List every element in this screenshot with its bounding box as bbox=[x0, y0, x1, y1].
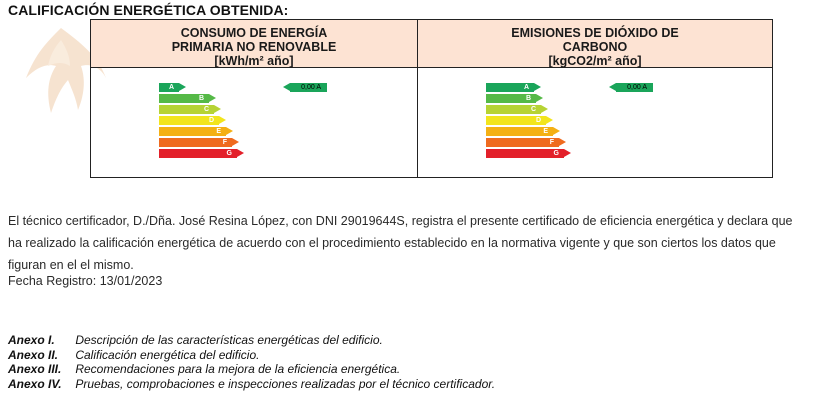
annex-label: Anexo III. bbox=[8, 362, 62, 376]
co2-rating-indicator: 0,00 A bbox=[616, 83, 653, 92]
column-title-line1: EMISIONES DE DIÓXIDO DE bbox=[511, 26, 679, 40]
scale-bar-e: E bbox=[486, 127, 553, 136]
annex-text: Pruebas, comprobaciones e inspecciones realizadas por el técnico certificador. bbox=[75, 376, 496, 391]
annex-label: Anexo II. bbox=[8, 347, 59, 362]
rating-table bbox=[90, 19, 773, 178]
scale-bar-c: C bbox=[159, 105, 214, 114]
column-header bbox=[91, 20, 417, 68]
scale-bar-a: A bbox=[486, 83, 534, 92]
annex-text: Recomendaciones para la mejora de la eficiencia energética. bbox=[75, 362, 401, 376]
co2-scale bbox=[486, 83, 564, 160]
scale-bar-f: F bbox=[486, 138, 559, 147]
annex-text: Descripción de las características energéticas del edificio. bbox=[75, 333, 383, 347]
annex-text: Calificación energética del edificio. bbox=[75, 347, 260, 362]
annex-item bbox=[8, 333, 495, 348]
scale-bar-b: B bbox=[486, 94, 536, 103]
column-unit: [kgCO2/m² año] bbox=[548, 54, 642, 68]
energy-scale bbox=[159, 83, 237, 160]
column-title-line2: PRIMARIA NO RENOVABLE bbox=[171, 40, 337, 54]
column-title-line1: CONSUMO DE ENERGÍA bbox=[180, 26, 328, 40]
scale-bar-b: B bbox=[159, 94, 209, 103]
annex-item bbox=[8, 348, 495, 363]
scale-bar-a: A bbox=[159, 83, 179, 92]
annex-item bbox=[8, 377, 495, 392]
page-heading: CALIFICACIÓN ENERGÉTICA OBTENIDA: bbox=[8, 2, 289, 18]
certifier-statement: El técnico certificador, D./Dña. José Resina López, con DNI 29019644S, registra el presente certificado de eficiencia energética y declara que ha realizado la calificación energética de acuerdo con el procedimiento establecido en la normativa vigente y que son ciertos los datos que figuran en el el mismo. bbox=[8, 214, 793, 272]
column-unit: [kWh/m² año] bbox=[214, 54, 294, 68]
scale-bar-d: D bbox=[486, 116, 546, 125]
annex-label: Anexo IV. bbox=[8, 376, 62, 391]
scale-bar-d: D bbox=[159, 116, 219, 125]
energy-rating-indicator: 0,00 A bbox=[290, 83, 327, 92]
scale-bar-e: E bbox=[159, 127, 226, 136]
annex-label: Anexo I. bbox=[8, 333, 55, 347]
energy-consumption-column bbox=[91, 20, 418, 177]
scale-bar-g: G bbox=[486, 149, 564, 158]
column-header bbox=[418, 20, 772, 68]
column-title-line2: CARBONO bbox=[562, 40, 628, 54]
scale-bar-c: C bbox=[486, 105, 541, 114]
scale-bar-g: G bbox=[159, 149, 237, 158]
registration-date: Fecha Registro: 13/01/2023 bbox=[8, 274, 163, 288]
co2-emissions-column bbox=[418, 20, 772, 177]
annex-list bbox=[8, 333, 495, 391]
annex-item bbox=[8, 362, 495, 377]
scale-bar-f: F bbox=[159, 138, 232, 147]
